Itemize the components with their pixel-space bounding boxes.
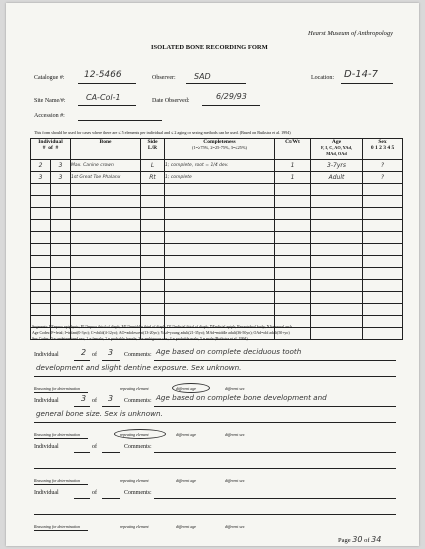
reasoning-label: Reasoning for determination (34, 432, 80, 437)
individual-cell[interactable] (31, 184, 51, 196)
option-repeating-element[interactable]: repeating element (120, 432, 149, 437)
bone-cell[interactable] (71, 292, 141, 304)
completeness-cell[interactable] (165, 304, 275, 316)
ctwt-cell[interactable]: 1 (275, 160, 311, 172)
page-number: Page 30 of 34 (338, 535, 382, 544)
individual-label: Individual (34, 444, 59, 450)
comments-line-2[interactable]: general bone size. Sex is unknown. (36, 409, 163, 418)
form-title: ISOLATED BONE RECORDING FORM (151, 44, 268, 51)
sex-cell[interactable] (363, 184, 403, 196)
bone-cell[interactable]: 1st Great Toe Phalanx (71, 172, 141, 184)
of-cell[interactable] (51, 256, 71, 268)
option-different-sex[interactable]: different sex (225, 386, 245, 391)
completeness-cell[interactable] (165, 184, 275, 196)
catalogue-value[interactable]: 12-5466 (84, 70, 122, 80)
sex-header: Sex 0 1 2 3 4 5 (363, 139, 403, 160)
individual-number[interactable]: 3 (81, 394, 87, 403)
completeness-cell[interactable]: 1; complete, root = 1/4 dev. (165, 160, 275, 172)
individual-cell[interactable] (31, 232, 51, 244)
sex-cell[interactable] (363, 196, 403, 208)
table-row (31, 172, 403, 184)
sex-cell[interactable] (363, 280, 403, 292)
sex-cell[interactable] (363, 292, 403, 304)
individual-label: Individual (34, 352, 59, 358)
ctwt-cell[interactable] (275, 304, 311, 316)
of-cell[interactable] (51, 280, 71, 292)
individual-total[interactable]: 3 (108, 394, 114, 403)
usage-note: This form should be used for cases where there are ≤ 5 elements per individual and ≤ 2 aging or sexing methods can be used. (Based on Buikstra et al. 1994) (34, 130, 291, 135)
of-cell[interactable] (51, 244, 71, 256)
age-cell[interactable]: 3-7yrs (311, 160, 363, 172)
ctwt-cell[interactable] (275, 268, 311, 280)
bone-cell[interactable] (71, 208, 141, 220)
sex-cell[interactable] (363, 232, 403, 244)
bone-cell[interactable] (71, 244, 141, 256)
selection-circle (114, 429, 166, 439)
individual-cell[interactable] (31, 208, 51, 220)
site-value[interactable]: CA-Col-1 (86, 93, 121, 102)
ctwt-cell[interactable] (275, 196, 311, 208)
of-cell[interactable]: 3 (51, 172, 71, 184)
of-cell[interactable] (51, 268, 71, 280)
bone-header: Bone (71, 139, 141, 160)
observer-value[interactable]: SAD (194, 72, 211, 81)
ctwt-cell[interactable]: 1 (275, 172, 311, 184)
comments-line-2[interactable]: development and slight dentine exposure. Sex unknown. (36, 363, 242, 372)
age-cell[interactable] (311, 292, 363, 304)
table-row (31, 196, 403, 208)
table-row (31, 268, 403, 280)
of-label: of (92, 490, 97, 496)
bone-cell[interactable] (71, 280, 141, 292)
completeness-cell[interactable] (165, 208, 275, 220)
completeness-cell[interactable] (165, 220, 275, 232)
completeness-cell[interactable] (165, 292, 275, 304)
completeness-cell[interactable] (165, 256, 275, 268)
comments-label: Comments: (124, 490, 152, 496)
comments-line-1[interactable]: Age based on complete deciduous tooth (156, 347, 302, 356)
table-row (31, 292, 403, 304)
sex-cell[interactable] (363, 220, 403, 232)
sex-cell[interactable] (363, 316, 403, 328)
individual-label: Individual (34, 490, 59, 496)
observer-label: Observer: (152, 75, 176, 81)
age-cell[interactable] (311, 184, 363, 196)
table-row (31, 184, 403, 196)
of-label: of (92, 444, 97, 450)
individual-cell[interactable] (31, 268, 51, 280)
bone-cell[interactable]: Max. Canine crown (71, 160, 141, 172)
ctwt-cell[interactable] (275, 244, 311, 256)
option-different-sex[interactable]: different sex (225, 432, 245, 437)
option-different-sex[interactable]: different sex (225, 524, 245, 529)
age-codes: Age Codes: F=fetal; I=infant(0-3yo); C=child(4-12yo); AO=adolescent(13-20yo); YAd=young adult(21-35yo); MAd=middle adult(36-50yo); OAd=old adult(50+yo) (32, 331, 290, 335)
table-row (31, 280, 403, 292)
of-cell[interactable] (51, 184, 71, 196)
age-cell[interactable] (311, 208, 363, 220)
age-cell[interactable] (311, 316, 363, 328)
ctwt-cell[interactable] (275, 280, 311, 292)
comments-label: Comments: (124, 398, 152, 404)
individual-total[interactable]: 3 (108, 348, 114, 357)
side-cell[interactable]: Rt (141, 172, 165, 184)
side-cell[interactable] (141, 196, 165, 208)
bone-cell[interactable] (71, 268, 141, 280)
reasoning-label: Reasoning for determination (34, 386, 80, 391)
option-different-age[interactable]: different age (176, 386, 197, 391)
individual-cell[interactable] (31, 292, 51, 304)
table-row (31, 160, 403, 172)
table-row (31, 304, 403, 316)
of-label: of (92, 398, 97, 404)
option-repeating-element[interactable]: repeating element (120, 478, 149, 483)
sex-codes: Sex Codes: 0 = undetermined sex; 1 = female; 2 = probable female; 3 = ambiguous sex; 4 = probable male; 5 = male (Buikstra et al. 1994) (32, 337, 248, 341)
age-header: Age F, I, C, AO, YAd, MAd, OAd (311, 139, 363, 160)
side-header: Side L/R (141, 139, 165, 160)
of-cell[interactable] (51, 208, 71, 220)
segment-codes: Segments: PE=prox epiphysis; P1/3=prox third of diaph; M1/3=middle third of diaph; D1/3=distal third of diaph; DE=distal epiph; B=vertebral body; NA=neural arch (32, 325, 292, 329)
option-different-age[interactable]: different age (176, 478, 197, 483)
selection-circle (172, 383, 210, 393)
completeness-cell[interactable] (165, 196, 275, 208)
ctwt-cell[interactable] (275, 232, 311, 244)
reasoning-label: Reasoning for determination (34, 524, 80, 529)
reasoning-label: Reasoning for determination (34, 478, 80, 483)
individual-number[interactable]: 2 (81, 348, 87, 357)
site-label: Site Name/#: (34, 98, 66, 104)
individual-header: Individual # of # (31, 139, 71, 160)
option-repeating-element[interactable]: repeating element (120, 386, 149, 391)
age-cell[interactable] (311, 328, 363, 340)
comments-line-1[interactable]: Age based on complete bone development and (156, 393, 327, 402)
completeness-cell[interactable] (165, 280, 275, 292)
age-cell[interactable] (311, 280, 363, 292)
ctwt-cell[interactable] (275, 220, 311, 232)
option-repeating-element[interactable]: repeating element (120, 524, 149, 529)
side-cell[interactable] (141, 232, 165, 244)
individual-cell[interactable] (31, 304, 51, 316)
side-cell[interactable] (141, 280, 165, 292)
of-cell[interactable]: 3 (51, 160, 71, 172)
of-cell[interactable] (51, 292, 71, 304)
of-cell[interactable] (51, 304, 71, 316)
location-value[interactable]: D-14-7 (344, 69, 379, 80)
bone-cell[interactable] (71, 304, 141, 316)
ctwt-header: Ct/Wt (275, 139, 311, 160)
age-cell[interactable] (311, 256, 363, 268)
table-row (31, 208, 403, 220)
side-cell[interactable] (141, 268, 165, 280)
sex-cell[interactable] (363, 304, 403, 316)
side-cell[interactable] (141, 208, 165, 220)
ctwt-cell[interactable] (275, 208, 311, 220)
side-cell[interactable] (141, 304, 165, 316)
ctwt-cell[interactable] (275, 292, 311, 304)
age-cell[interactable] (311, 304, 363, 316)
option-different-age[interactable]: different age (176, 432, 197, 437)
date-label: Date Observed: (152, 98, 190, 104)
age-cell[interactable] (311, 196, 363, 208)
of-cell[interactable] (51, 232, 71, 244)
sex-cell[interactable] (363, 328, 403, 340)
ctwt-cell[interactable] (275, 256, 311, 268)
age-cell[interactable] (311, 220, 363, 232)
date-value[interactable]: 6/29/93 (216, 92, 247, 101)
bone-cell[interactable] (71, 256, 141, 268)
sex-cell[interactable]: ? (363, 160, 403, 172)
table-row (31, 220, 403, 232)
age-cell[interactable] (311, 268, 363, 280)
individual-cell[interactable]: 3 (31, 172, 51, 184)
completeness-cell[interactable]: 1; complete (165, 172, 275, 184)
bone-cell[interactable] (71, 184, 141, 196)
sex-cell[interactable] (363, 208, 403, 220)
sex-cell[interactable] (363, 244, 403, 256)
option-different-sex[interactable]: different sex (225, 478, 245, 483)
sex-cell[interactable]: ? (363, 172, 403, 184)
museum-name: Hearst Museum of Anthropology (308, 30, 394, 37)
individual-cell[interactable] (31, 220, 51, 232)
side-cell[interactable]: L (141, 160, 165, 172)
sex-cell[interactable] (363, 268, 403, 280)
individual-cell[interactable] (31, 196, 51, 208)
side-cell[interactable] (141, 256, 165, 268)
sex-cell[interactable] (363, 256, 403, 268)
age-cell[interactable]: Adult (311, 172, 363, 184)
of-cell[interactable] (51, 196, 71, 208)
bone-cell[interactable] (71, 232, 141, 244)
individual-cell[interactable] (31, 256, 51, 268)
comments-label: Comments: (124, 444, 152, 450)
accession-label: Accession #: (34, 113, 65, 119)
of-cell[interactable] (51, 220, 71, 232)
individual-cell[interactable]: 2 (31, 160, 51, 172)
completeness-cell[interactable] (165, 244, 275, 256)
age-cell[interactable] (311, 244, 363, 256)
location-label: Location: (311, 75, 334, 81)
completeness-cell[interactable] (165, 232, 275, 244)
of-label: of (92, 352, 97, 358)
age-cell[interactable] (311, 232, 363, 244)
option-different-age[interactable]: different age (176, 524, 197, 529)
individual-label: Individual (34, 398, 59, 404)
side-cell[interactable] (141, 220, 165, 232)
ctwt-cell[interactable] (275, 184, 311, 196)
table-row (31, 256, 403, 268)
bone-table (30, 138, 403, 340)
side-cell[interactable] (141, 184, 165, 196)
bone-cell[interactable] (71, 220, 141, 232)
table-row (31, 244, 403, 256)
comments-label: Comments: (124, 352, 152, 358)
side-cell[interactable] (141, 244, 165, 256)
table-row (31, 232, 403, 244)
individual-cell[interactable] (31, 280, 51, 292)
bone-cell[interactable] (71, 196, 141, 208)
side-cell[interactable] (141, 292, 165, 304)
individual-cell[interactable] (31, 244, 51, 256)
form-page (6, 3, 419, 546)
completeness-cell[interactable] (165, 268, 275, 280)
catalogue-label: Catalogue #: (34, 75, 65, 81)
completeness-header: Completeness (1=≥75%, 2=25-75%, 3=≤25%) (165, 139, 275, 160)
